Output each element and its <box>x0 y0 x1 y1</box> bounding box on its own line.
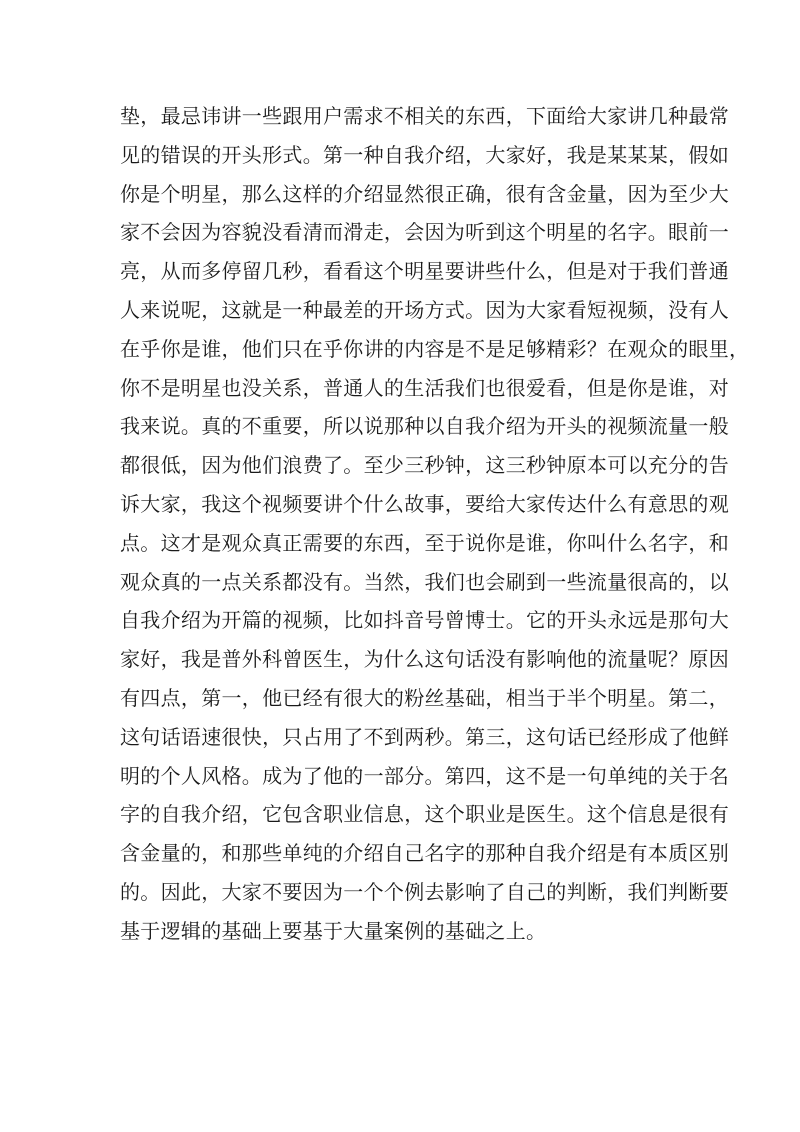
text-line-22: 基于逻辑的基础上要基于大量案例的基础之上。 <box>120 918 547 943</box>
text-line-6: 人来说呢，这就是一种最差的开场方式。因为大家看短视频，没有人 <box>120 297 729 322</box>
text-line-4: 家不会因为容貌没看清而滑走，会因为听到这个明星的名字。眼前一 <box>120 220 729 245</box>
text-line-17: 这句话语速很快，只占用了不到两秒。第三，这句话已经形成了他鲜 <box>120 724 729 749</box>
text-line-10: 都很低，因为他们浪费了。至少三秒钟，这三秒钟原本可以充分的告 <box>120 453 729 478</box>
text-line-11: 诉大家，我这个视频要讲个什么故事，要给大家传达什么有意思的观 <box>120 491 729 516</box>
text-line-12: 点。这才是观众真正需要的东西，至于说你是谁，你叫什么名字，和 <box>120 530 729 555</box>
text-line-1: 垫，最忌讳讲一些跟用户需求不相关的东西，下面给大家讲几种最常 <box>120 104 729 128</box>
text-line-19: 字的自我介绍，它包含职业信息，这个职业是医生。这个信息是很有 <box>120 802 729 827</box>
text-line-7: 在乎你是谁，他们只在乎你讲的内容是不是足够精彩？在观众的眼里， <box>120 336 750 361</box>
text-line-20: 含金量的，和那些单纯的介绍自己名字的那种自我介绍是有本质区别 <box>120 841 729 866</box>
text-line-18: 明的个人风格。成为了他的一部分。第四，这不是一句单纯的关于名 <box>120 763 729 788</box>
body-paragraph <box>120 97 750 951</box>
text-line-2: 见的错误的开头形式。第一种自我介绍，大家好，我是某某某，假如 <box>120 142 729 167</box>
text-line-13: 观众真的一点关系都没有。当然，我们也会刷到一些流量很高的，以 <box>120 569 729 594</box>
text-line-9: 我来说。真的不重要，所以说那种以自我介绍为开头的视频流量一般 <box>120 414 729 439</box>
text-line-14: 自我介绍为开篇的视频，比如抖音号曾博士。它的开头永远是那句大 <box>120 608 729 633</box>
text-line-15: 家好，我是普外科曾医生，为什么这句话没有影响他的流量呢？原因 <box>120 647 729 672</box>
text-line-16: 有四点，第一，他已经有很大的粉丝基础，相当于半个明星。第二， <box>120 685 729 710</box>
text-line-5: 亮，从而多停留几秒，看看这个明星要讲些什么，但是对于我们普通 <box>120 259 729 284</box>
text-line-3: 你是个明星，那么这样的介绍显然很正确，很有含金量，因为至少大 <box>120 181 729 206</box>
text-line-8: 你不是明星也没关系，普通人的生活我们也很爱看，但是你是谁，对 <box>120 375 729 400</box>
text-line-21: 的。因此，大家不要因为一个个例去影响了自己的判断，我们判断要 <box>120 879 729 904</box>
